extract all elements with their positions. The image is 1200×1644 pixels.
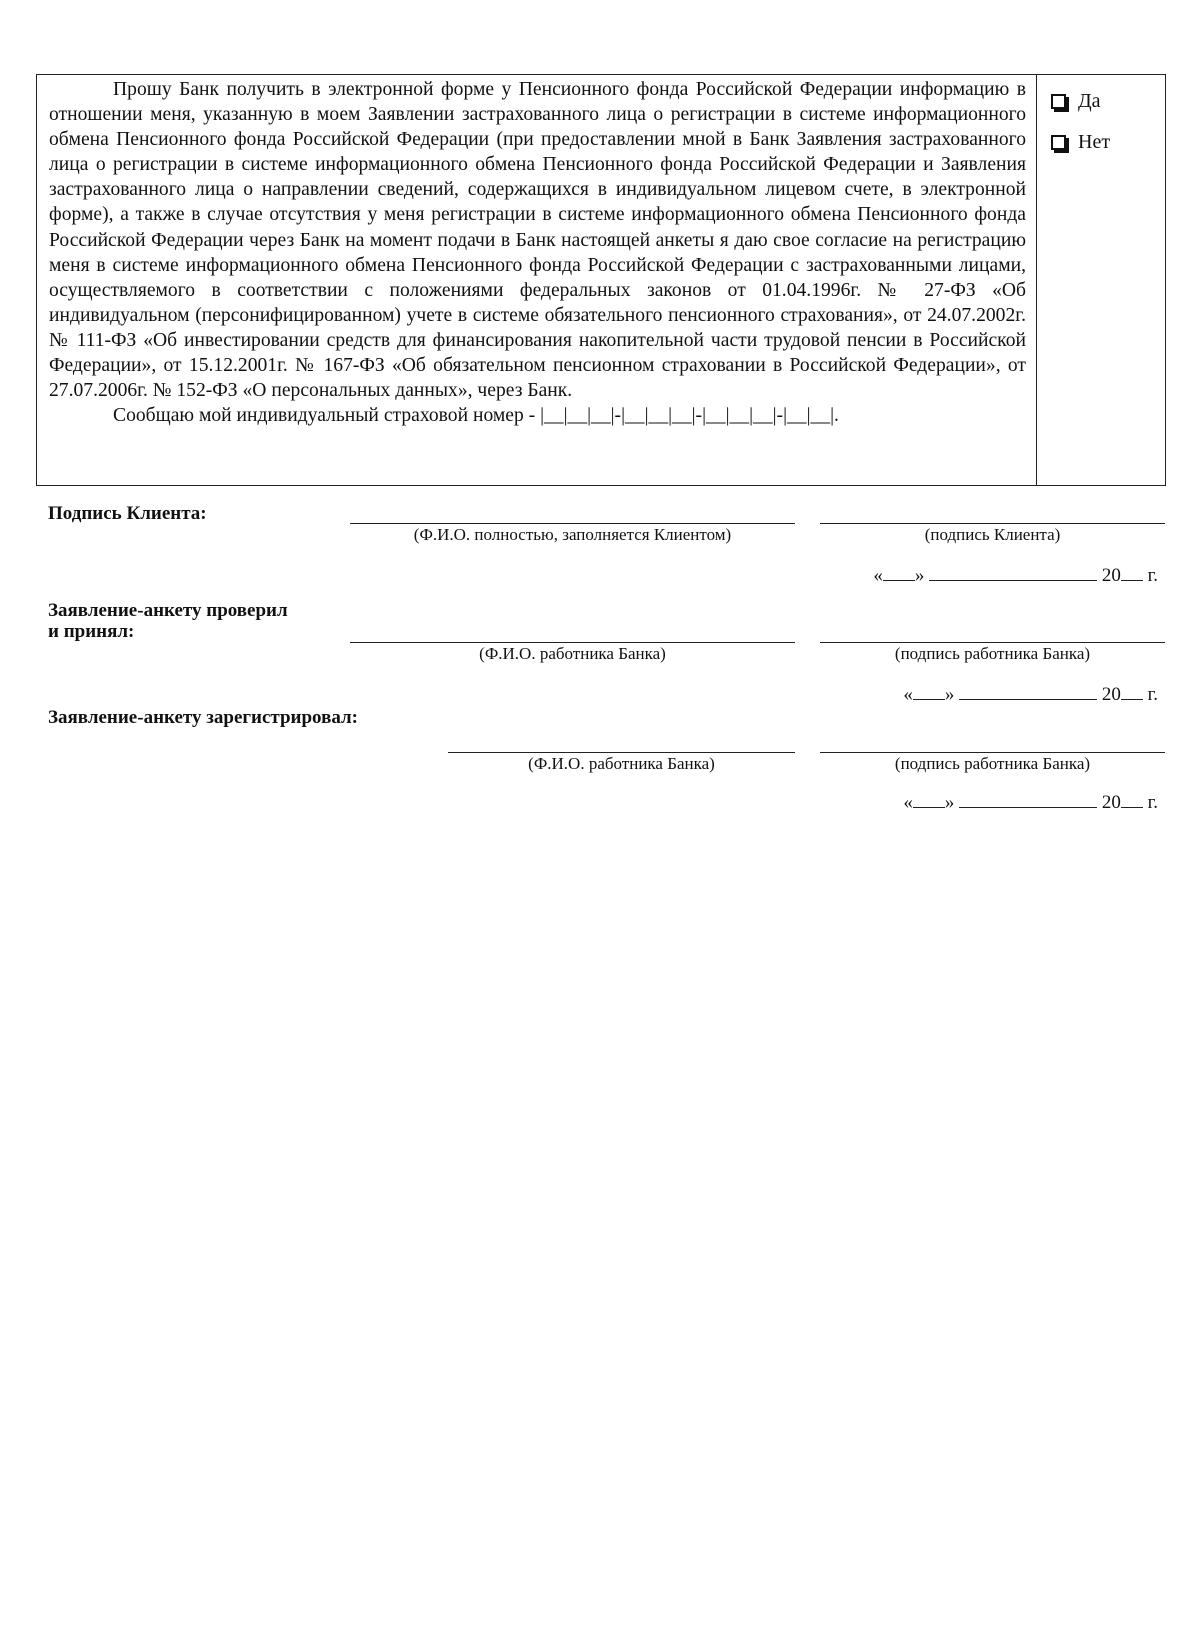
year-blank[interactable] — [1121, 563, 1143, 581]
client-signature-caption: (подпись Клиента) — [924, 525, 1061, 544]
client-name-caption: (Ф.И.О. полностью, заполняется Клиентом) — [413, 525, 732, 544]
option-yes-label: Да — [1078, 89, 1101, 112]
month-blank[interactable] — [959, 790, 1097, 808]
month-blank[interactable] — [959, 682, 1097, 700]
checkbox-no-icon[interactable] — [1051, 135, 1066, 150]
option-yes[interactable] — [1051, 89, 1165, 113]
checker-date-line[interactable]: « » 20 г. — [903, 684, 1158, 705]
registrar-signature-caption: (подпись работника Банка) — [894, 754, 1091, 773]
registrar-signature-line[interactable] — [820, 752, 1165, 753]
checker-name-line[interactable] — [350, 642, 795, 643]
checker-signature-line[interactable] — [820, 642, 1165, 643]
registrar-name-caption: (Ф.И.О. работника Банка) — [528, 754, 715, 773]
client-signature-label: Подпись Клиента: — [48, 503, 207, 524]
checker-name-caption: (Ф.И.О. работника Банка) — [479, 644, 666, 663]
registrar-date-line[interactable]: « » 20 г. — [903, 792, 1158, 813]
day-blank[interactable] — [883, 563, 915, 581]
option-no[interactable] — [1051, 130, 1165, 154]
client-name-line[interactable] — [350, 523, 795, 524]
day-blank[interactable] — [913, 790, 945, 808]
year-blank[interactable] — [1121, 682, 1143, 700]
registrar-name-line[interactable] — [448, 752, 795, 753]
checked-by-label: Заявление-анкету проверил и принял: — [48, 600, 288, 642]
consent-paragraph: Прошу Банк получить в электронной форме у Пенсионного фонда Российской Федерации информацию в отношении меня, указанную в моем Заявлении застрахованного лица о регистрации в системе информационного обмена Пенсионного фонда Российской Федерации (при предоставлении мной в Банк Заявления застрахованного лица о регистрации в системе информационного обмена Пенсионного фонда Российской Федерации и Заявления застрахованного лица о направлении сведений, содержащихся в индивидуальном лицевом счете, в электронной форме), а также в случае отсутствия у меня регистрации в системе информационного обмена Пенсионного фонда Российской Федерации через Банк на момент подачи в Банк настоящей анкеты я даю свое согласие на регистрацию меня в системе информационного обмена Пенсионного фонда Российской Федерации с застрахованными лицами, осуществляемого в соответствии с положениями федеральных законов от 01.04.1996г. № 27-ФЗ «Об индивидуальном (персонифицированном) учете в системе обязательного пенсионного страхования», от 24.07.2002г. № 111-ФЗ «Об инвестировании средств для финансирования накопительной части трудовой пенсии в Российской Федерации», от 15.12.2001г. № 167-ФЗ «Об обязательном пенсионном страховании в Российской Федерации», от 27.07.2006г. № 152-ФЗ «О персональных данных», через Банк. — [49, 79, 1026, 402]
checkbox-yes-icon[interactable] — [1051, 94, 1066, 109]
month-blank[interactable] — [929, 563, 1097, 581]
consent-text-cell — [37, 75, 1037, 485]
registered-by-label: Заявление-анкету зарегистрировал: — [48, 707, 358, 728]
year-blank[interactable] — [1121, 790, 1143, 808]
checker-signature-caption: (подпись работника Банка) — [894, 644, 1091, 663]
client-signature-line[interactable] — [820, 523, 1165, 524]
consent-options-cell — [1037, 75, 1165, 485]
consent-table — [36, 74, 1166, 486]
insurance-number-paragraph: Сообщаю мой индивидуальный страховой номер - |__|__|__|-|__|__|__|-|__|__|__|-|__|__|. — [113, 405, 839, 427]
day-blank[interactable] — [913, 682, 945, 700]
option-no-label: Нет — [1078, 130, 1111, 153]
client-date-line[interactable]: « » 20 г. — [873, 565, 1158, 586]
